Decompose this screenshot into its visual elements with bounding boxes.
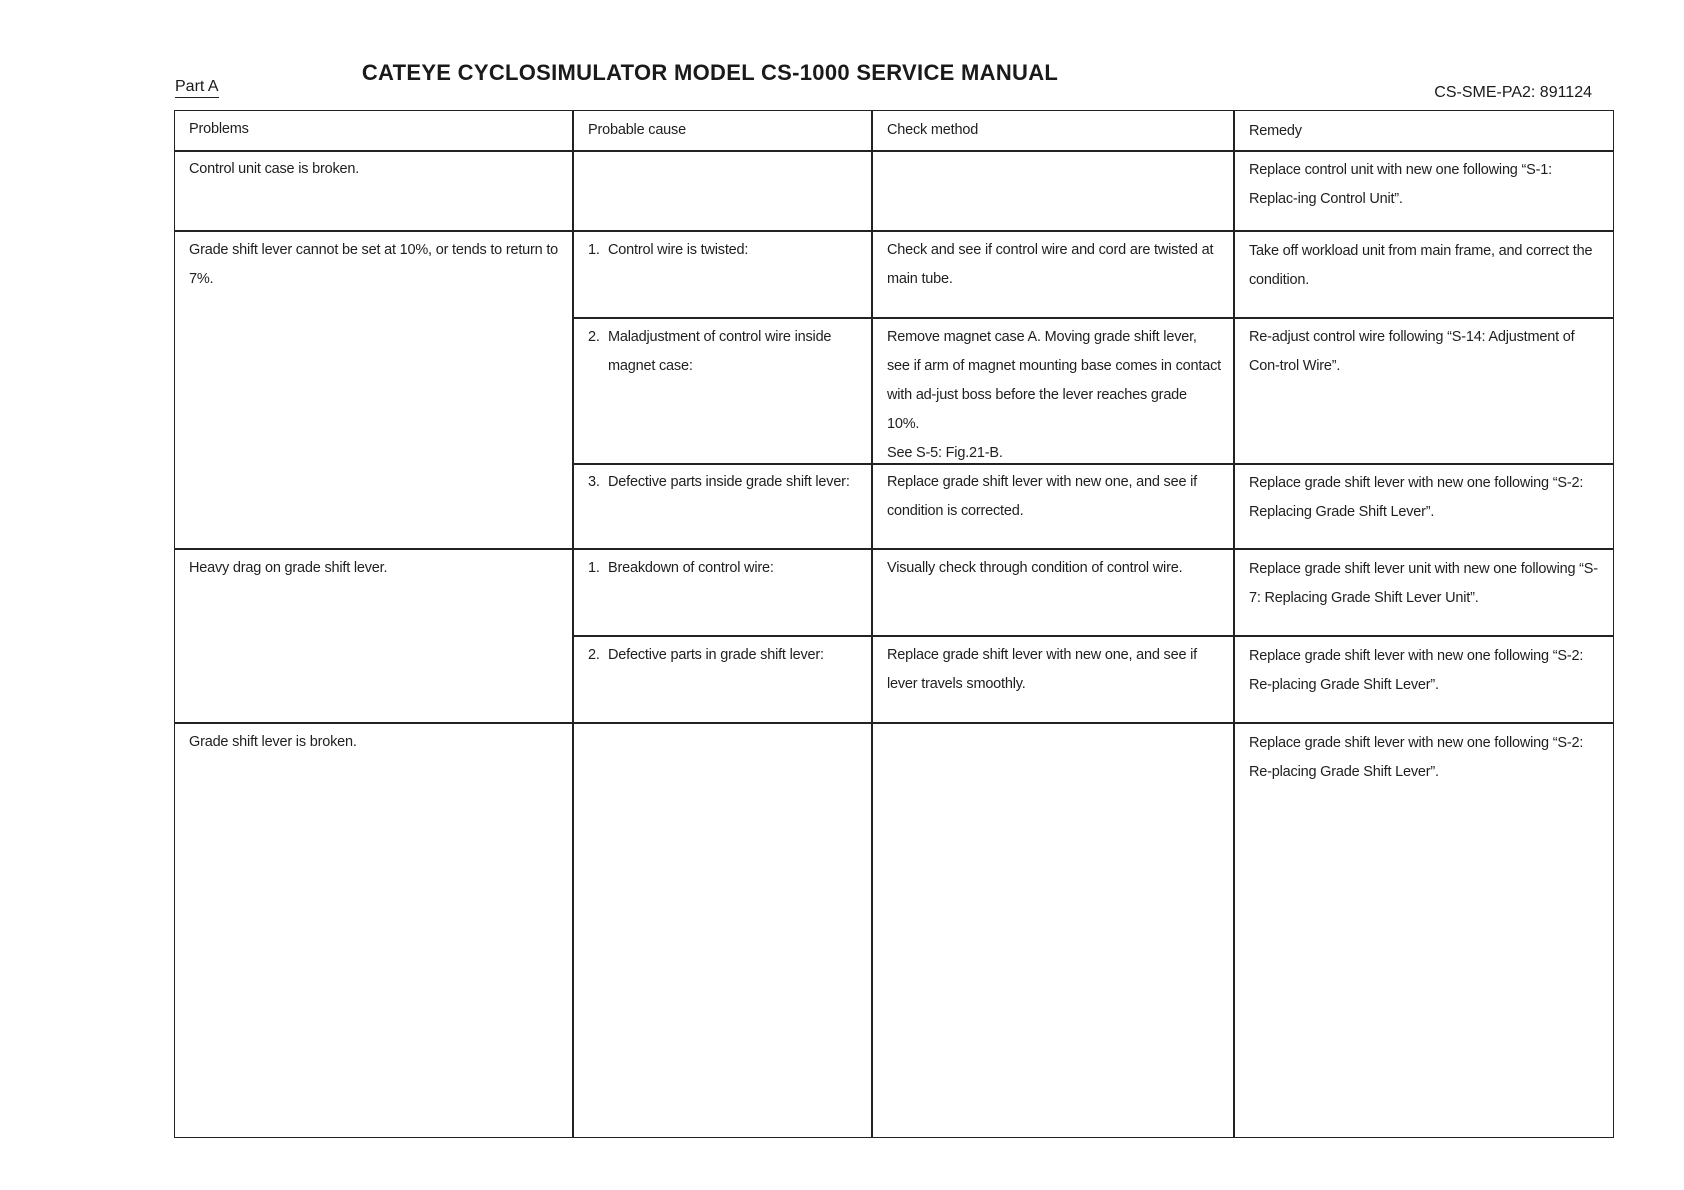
cause-cell: [588, 236, 863, 265]
check-cell: [887, 323, 1222, 468]
problem-cell: Heavy drag on grade shift lever.: [189, 560, 388, 576]
column-divider: [1233, 111, 1235, 1137]
check-cell: Replace grade shift lever with new one, and see if lever travels smoothly.: [887, 647, 1197, 692]
column-header-check-method: Check method: [887, 122, 979, 138]
document-title: CATEYE CYCLOSIMULATOR MODEL CS-1000 SERVICE MANUAL: [361, 60, 1059, 85]
row-divider: [175, 548, 1613, 550]
remedy-cell: Take off workload unit from main frame, and correct the condition.: [1249, 243, 1593, 288]
cause-number: 2.: [588, 647, 600, 663]
cause-cell: [588, 468, 868, 497]
problem-cell: Grade shift lever cannot be set at 10%, or tends to return to 7%.: [189, 242, 559, 287]
check-text: Remove magnet case A. Moving grade shift lever, see if arm of magnet mounting base comes in contact with ad-just boss before the lever reaches grade 10%.: [887, 329, 1221, 432]
cause-cell: [588, 554, 863, 583]
check-cell: Visually check through condition of control wire.: [887, 560, 1183, 576]
remedy-cell: Replace control unit with new one following “S-1: Replac-ing Control Unit”.: [1249, 162, 1552, 207]
cause-text: Defective parts in grade shift lever:: [608, 647, 824, 663]
cause-number: 1.: [588, 560, 600, 576]
column-header-problems: Problems: [189, 121, 249, 137]
check-cell: Check and see if control wire and cord are twisted at main tube.: [887, 242, 1214, 287]
row-divider: [175, 722, 1613, 724]
remedy-cell: Replace grade shift lever with new one following “S-2: Re-placing Grade Shift Lever”.: [1249, 648, 1584, 693]
cause-text: Breakdown of control wire:: [608, 560, 774, 576]
column-divider: [572, 111, 574, 1137]
problem-cell: Control unit case is broken.: [189, 161, 360, 177]
remedy-cell: Replace grade shift lever with new one following “S-2: Replacing Grade Shift Lever”.: [1249, 475, 1584, 520]
document-code: CS-SME-PA2: 891124: [1434, 84, 1592, 101]
column-header-remedy: Remedy: [1249, 123, 1302, 139]
cause-text: Control wire is twisted:: [608, 242, 749, 258]
remedy-cell: Replace grade shift lever with new one following “S-2: Re-placing Grade Shift Lever”.: [1249, 735, 1584, 780]
cause-cell: [588, 641, 863, 670]
cause-cell: [588, 323, 843, 381]
cause-number: 2.: [588, 329, 600, 345]
check-reference: See S-5: Fig.21-B.: [887, 445, 1003, 461]
problem-cell: Grade shift lever is broken.: [189, 734, 357, 750]
row-divider: [572, 635, 1613, 637]
row-divider: [572, 317, 1613, 319]
column-divider: [871, 111, 873, 1137]
cause-number: 3.: [588, 474, 600, 490]
cause-text: Defective parts inside grade shift lever:: [608, 474, 850, 490]
row-divider: [175, 150, 1613, 152]
remedy-cell: Replace grade shift lever unit with new one following “S-7: Replacing Grade Shift Lever Unit”.: [1249, 561, 1598, 606]
column-header-probable-cause: Probable cause: [588, 122, 686, 138]
row-divider: [175, 230, 1613, 232]
cause-text: Maladjustment of control wire inside magnet case:: [608, 329, 832, 374]
part-label: Part A: [175, 77, 219, 98]
remedy-cell: Re-adjust control wire following “S-14: Adjustment of Con-trol Wire”.: [1249, 329, 1575, 374]
cause-number: 1.: [588, 242, 600, 258]
check-cell: Replace grade shift lever with new one, and see if condition is corrected.: [887, 474, 1197, 519]
troubleshooting-table: [174, 110, 1614, 1138]
